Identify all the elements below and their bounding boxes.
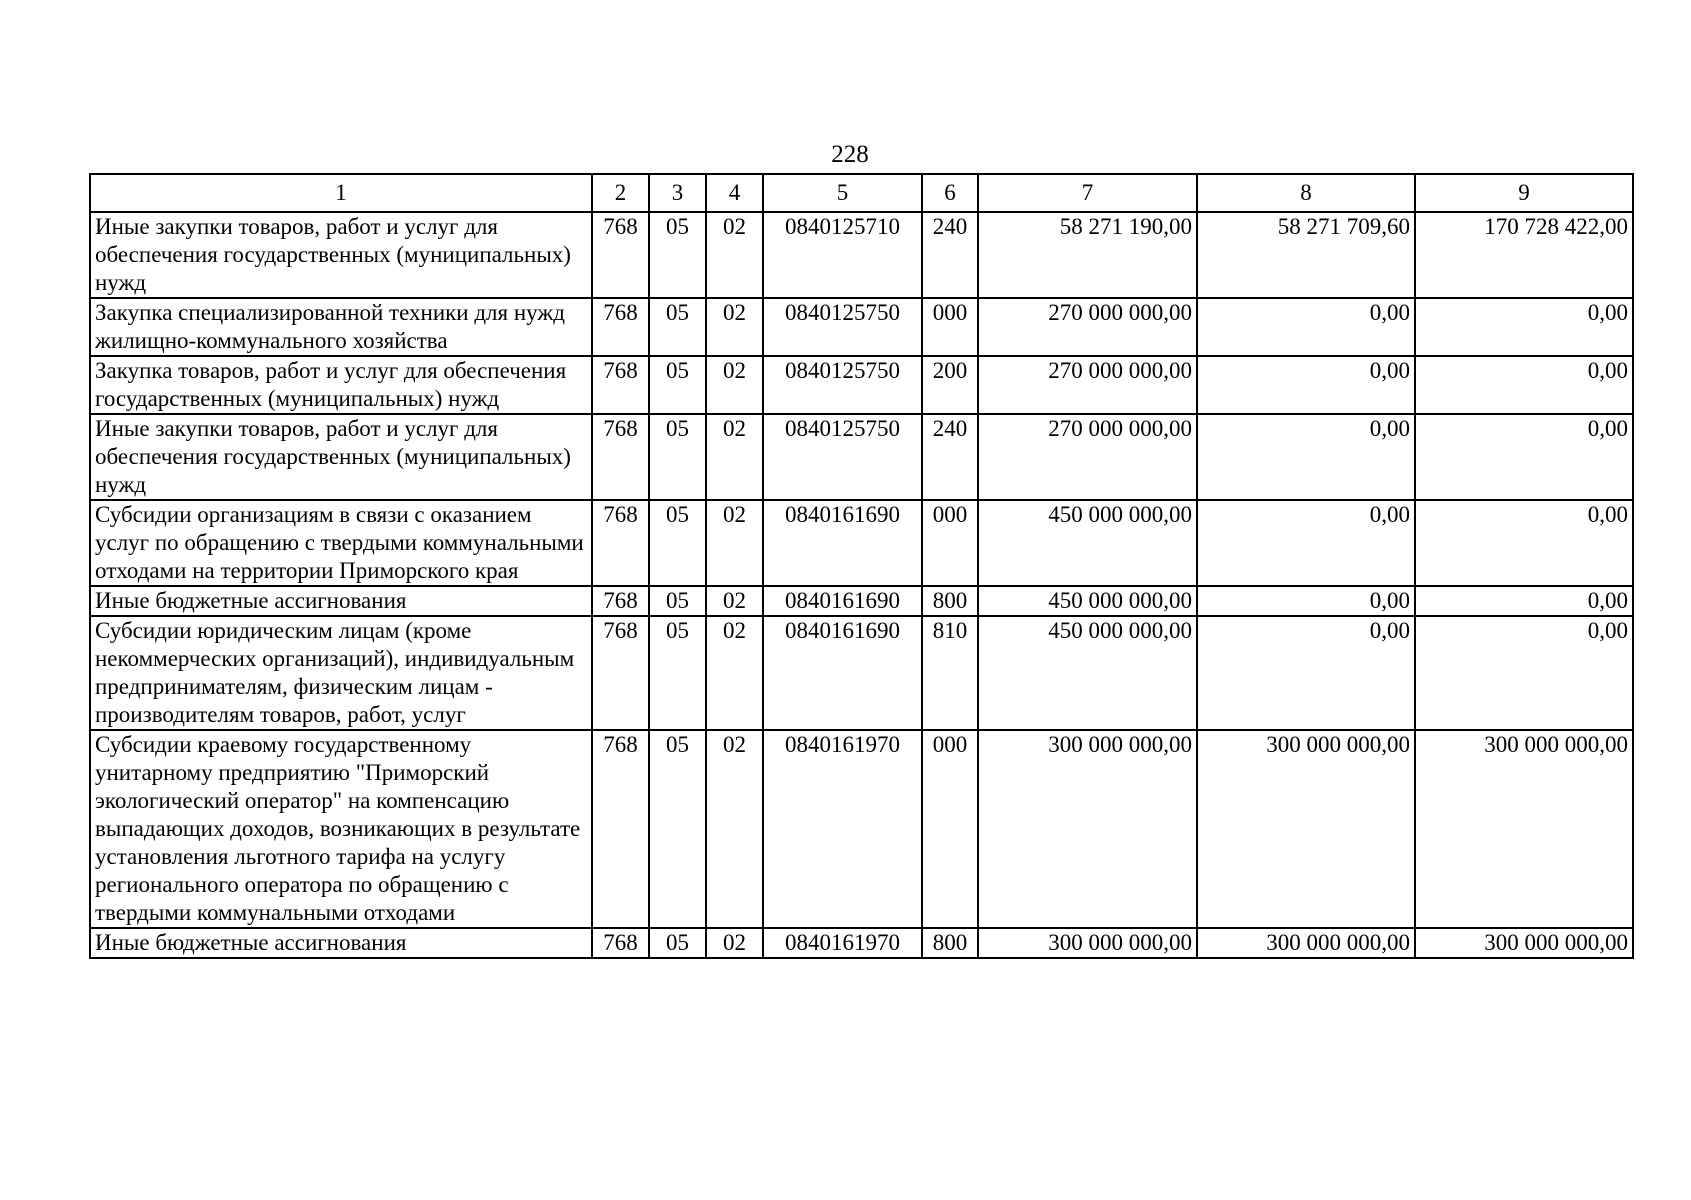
column-header: 8 <box>1197 174 1415 212</box>
section-code: 05 <box>649 212 706 298</box>
expense-type-code: 240 <box>922 212 978 298</box>
table-row <box>90 356 1633 414</box>
column-header: 5 <box>763 174 922 212</box>
subsection-code: 02 <box>706 212 763 298</box>
table-row <box>90 730 1633 928</box>
amount-col-7: 450 000 000,00 <box>978 586 1197 616</box>
expense-type-code: 800 <box>922 586 978 616</box>
target-article-code: 0840161690 <box>763 500 922 586</box>
amount-col-8: 300 000 000,00 <box>1197 730 1415 928</box>
table-row <box>90 616 1633 730</box>
ministry-code: 768 <box>592 298 649 356</box>
expense-type-code: 000 <box>922 298 978 356</box>
amount-col-9: 0,00 <box>1415 414 1633 500</box>
column-header: 4 <box>706 174 763 212</box>
column-header: 9 <box>1415 174 1633 212</box>
amount-col-7: 270 000 000,00 <box>978 414 1197 500</box>
target-article-code: 0840125710 <box>763 212 922 298</box>
subsection-code: 02 <box>706 500 763 586</box>
subsection-code: 02 <box>706 616 763 730</box>
amount-col-8: 0,00 <box>1197 616 1415 730</box>
table-row <box>90 212 1633 298</box>
subsection-code: 02 <box>706 414 763 500</box>
expense-type-code: 240 <box>922 414 978 500</box>
amount-col-9: 0,00 <box>1415 500 1633 586</box>
amount-col-7: 300 000 000,00 <box>978 730 1197 928</box>
amount-col-7: 450 000 000,00 <box>978 500 1197 586</box>
amount-col-9: 0,00 <box>1415 616 1633 730</box>
column-header: 7 <box>978 174 1197 212</box>
target-article-code: 0840161970 <box>763 928 922 958</box>
ministry-code: 768 <box>592 928 649 958</box>
ministry-code: 768 <box>592 356 649 414</box>
ministry-code: 768 <box>592 586 649 616</box>
subsection-code: 02 <box>706 298 763 356</box>
amount-col-9: 300 000 000,00 <box>1415 730 1633 928</box>
target-article-code: 0840161690 <box>763 616 922 730</box>
expense-type-code: 000 <box>922 730 978 928</box>
section-code: 05 <box>649 928 706 958</box>
section-code: 05 <box>649 500 706 586</box>
table-row <box>90 928 1633 958</box>
amount-col-9: 0,00 <box>1415 586 1633 616</box>
table-row <box>90 298 1633 356</box>
amount-col-7: 300 000 000,00 <box>978 928 1197 958</box>
amount-col-9: 170 728 422,00 <box>1415 212 1633 298</box>
section-code: 05 <box>649 356 706 414</box>
subsection-code: 02 <box>706 586 763 616</box>
ministry-code: 768 <box>592 730 649 928</box>
expense-name: Субсидии краевому государственному унитарному предприятию "Приморский экологический оператор" на компенсацию выпадающих доходов, возникающих в результате установления льготного тарифа на услугу регионального оператора по обращению с твердыми коммунальными отходами <box>90 730 592 928</box>
amount-col-7: 450 000 000,00 <box>978 616 1197 730</box>
section-code: 05 <box>649 586 706 616</box>
section-code: 05 <box>649 730 706 928</box>
amount-col-8: 0,00 <box>1197 298 1415 356</box>
section-code: 05 <box>649 616 706 730</box>
table-row <box>90 414 1633 500</box>
subsection-code: 02 <box>706 928 763 958</box>
subsection-code: 02 <box>706 730 763 928</box>
target-article-code: 0840125750 <box>763 414 922 500</box>
expense-name: Закупка специализированной техники для нужд жилищно-коммунального хозяйства <box>90 298 592 356</box>
expense-name: Иные бюджетные ассигнования <box>90 928 592 958</box>
expense-type-code: 200 <box>922 356 978 414</box>
column-number-row <box>90 174 1633 212</box>
expense-name: Иные бюджетные ассигнования <box>90 586 592 616</box>
amount-col-8: 0,00 <box>1197 356 1415 414</box>
target-article-code: 0840125750 <box>763 298 922 356</box>
amount-col-8: 0,00 <box>1197 586 1415 616</box>
amount-col-8: 0,00 <box>1197 414 1415 500</box>
table-row <box>90 500 1633 586</box>
expense-name: Иные закупки товаров, работ и услуг для обеспечения государственных (муниципальных) нужд <box>90 414 592 500</box>
ministry-code: 768 <box>592 500 649 586</box>
column-header: 3 <box>649 174 706 212</box>
expense-type-code: 810 <box>922 616 978 730</box>
section-code: 05 <box>649 414 706 500</box>
expense-name: Субсидии организациям в связи с оказанием услуг по обращению с твердыми коммунальными отходами на территории Приморского края <box>90 500 592 586</box>
expense-name: Иные закупки товаров, работ и услуг для обеспечения государственных (муниципальных) нужд <box>90 212 592 298</box>
section-code: 05 <box>649 298 706 356</box>
column-header: 2 <box>592 174 649 212</box>
amount-col-8: 0,00 <box>1197 500 1415 586</box>
ministry-code: 768 <box>592 616 649 730</box>
expense-name: Субсидии юридическим лицам (кроме некоммерческих организаций), индивидуальным предпринимателям, физическим лицам - производителям товаров, работ, услуг <box>90 616 592 730</box>
target-article-code: 0840161970 <box>763 730 922 928</box>
subsection-code: 02 <box>706 356 763 414</box>
page-number: 228 <box>831 141 869 168</box>
table-row <box>90 586 1633 616</box>
ministry-code: 768 <box>592 414 649 500</box>
amount-col-8: 58 271 709,60 <box>1197 212 1415 298</box>
amount-col-7: 58 271 190,00 <box>978 212 1197 298</box>
target-article-code: 0840125750 <box>763 356 922 414</box>
target-article-code: 0840161690 <box>763 586 922 616</box>
amount-col-8: 300 000 000,00 <box>1197 928 1415 958</box>
amount-col-9: 300 000 000,00 <box>1415 928 1633 958</box>
budget-table <box>89 173 1634 959</box>
expense-name: Закупка товаров, работ и услуг для обеспечения государственных (муниципальных) нужд <box>90 356 592 414</box>
expense-type-code: 000 <box>922 500 978 586</box>
amount-col-7: 270 000 000,00 <box>978 298 1197 356</box>
amount-col-9: 0,00 <box>1415 298 1633 356</box>
amount-col-7: 270 000 000,00 <box>978 356 1197 414</box>
column-header: 6 <box>922 174 978 212</box>
expense-type-code: 800 <box>922 928 978 958</box>
amount-col-9: 0,00 <box>1415 356 1633 414</box>
ministry-code: 768 <box>592 212 649 298</box>
column-header: 1 <box>90 174 592 212</box>
